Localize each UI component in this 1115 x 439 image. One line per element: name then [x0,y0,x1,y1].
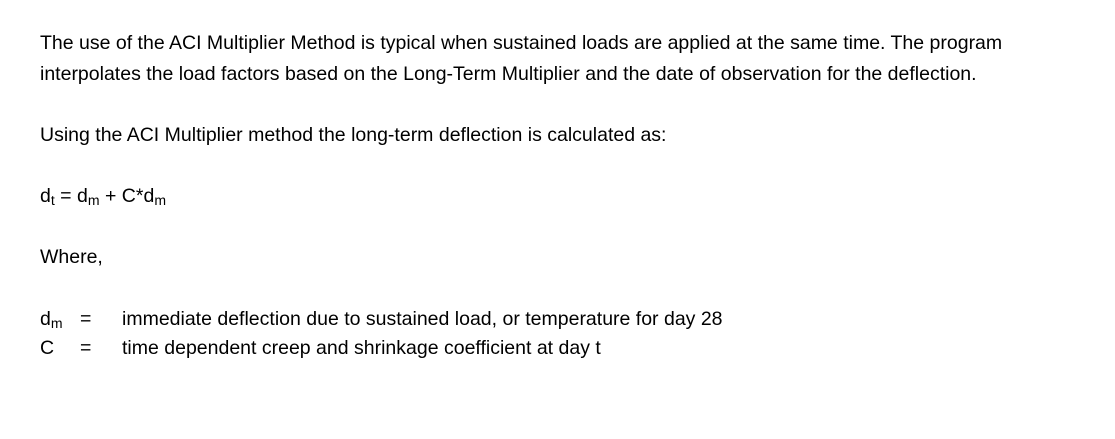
paragraph-intro: The use of the ACI Multiplier Method is typical when sustained loads are applied at the same time. The program interpolates the load factors based on the Long-Term Multiplier and the date of observation for the deflection. [40,32,1003,85]
formula-operator: + [99,185,122,207]
formula-term1-sub: m [87,192,100,209]
where-label: Where, [40,246,103,268]
table-row [40,305,723,334]
formula-long-term-deflection [40,181,1075,212]
table-row [40,334,723,363]
definition-symbol-base: C [40,337,55,359]
definition-text: time dependent creep and shrinkage coefficient at day t [122,337,601,359]
paragraph-method: Using the ACI Multiplier method the long-term deflection is calculated as: [40,124,667,146]
formula-equals: = [54,185,77,207]
formula-term2-prefix: C*d [121,185,155,207]
formula-term1-base: d [77,185,88,207]
definition-symbol-sub: m [50,315,63,332]
definition-text: immediate deflection due to sustained load, or temperature for day 28 [122,308,723,330]
definition-symbol [40,334,80,363]
spacer [40,90,1075,120]
spacer [40,212,1075,242]
spacer [40,273,1075,305]
formula-lhs-base: d [40,185,51,207]
spacer [40,151,1075,181]
definition-symbol-base: d [40,308,51,330]
definition-equals: = [80,308,92,330]
formula-lhs-sub: t [50,192,55,209]
formula-term2-sub: m [154,192,167,209]
definitions-table [40,305,723,363]
definition-equals: = [80,337,92,359]
definition-symbol [40,305,80,334]
